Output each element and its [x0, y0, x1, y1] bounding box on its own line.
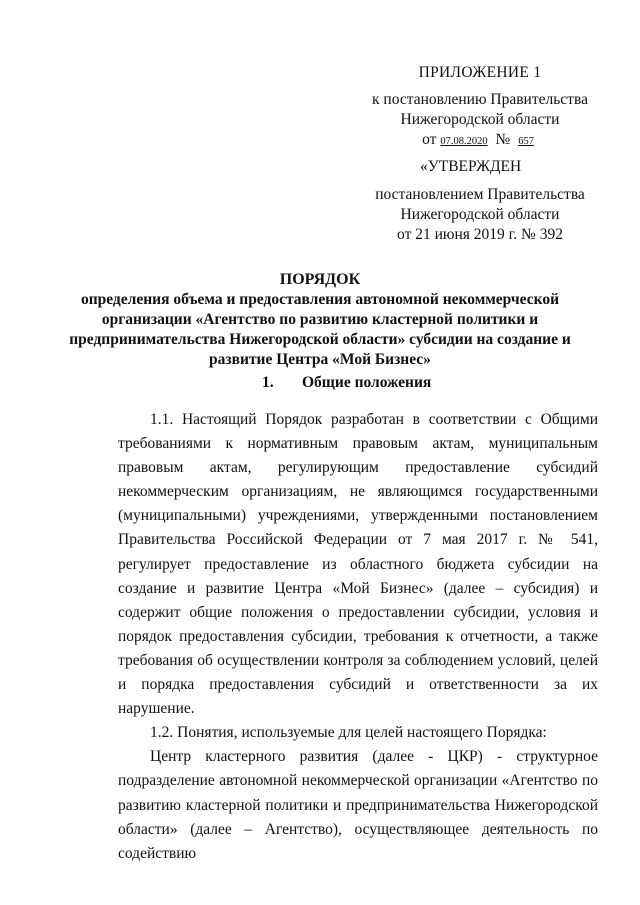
approved-line-2: Нижегородской области [400, 206, 560, 223]
appendix-line-1: к постановлению Правительства [372, 91, 588, 108]
appendix-line-2: Нижегородской области [400, 111, 560, 128]
appendix-date-number-line [370, 130, 590, 152]
resolution-date: 07.08.2020 [440, 136, 488, 147]
body-text [118, 408, 598, 866]
approved-block [370, 157, 590, 245]
paragraph-1-1: 1.1. Настоящий Порядок разработан в соответствии с Общими требованиями к нормативным правовым актам, муниципальным правовым актам, регулирующим предоставление субсидий некоммерческим организациям, не являющимся государственными (муниципальными) учреждениями, утвержденными постановлением Правительства Российской Федерации от 7 мая 2017 г. № 541, регулирует предоставление из областного бюджета субсидии на создание и развитие Центра «Мой Бизнес» (далее – субсидия) и содержит общие положения о предоставлении субсидии, условия и порядок предоставления субсидии, требования к отчетности, а также требования об осуществлении контроля за соблюдением условий, целей и порядка предоставления субсидий и ответственности за их нарушение. [118, 411, 598, 718]
approved-stamp: «УТВЕРЖДЕН [420, 158, 522, 175]
appendix-heading: ПРИЛОЖЕНИЕ 1 [418, 64, 542, 81]
document-title [60, 270, 580, 370]
appendix-resolution-ref [370, 90, 590, 152]
section-title: Общие положения [302, 374, 432, 391]
from-label: от [422, 131, 437, 148]
approved-line-3: от 21 июня 2019 г. № 392 [397, 226, 563, 243]
appendix-block [370, 63, 590, 83]
title-main: ПОРЯДОК [279, 271, 361, 288]
number-label: № [495, 131, 511, 148]
title-subtitle: определения объема и предоставления автономной некоммерческой организации «Агентство по развитию кластерной политики и предпринимательства Нижегородской области» субсидии на создание и развитие Центра «Мой Бизнес» [69, 291, 571, 368]
section-number: 1. [262, 374, 274, 391]
paragraph-1-2: 1.2. Понятия, используемые для целей настоящего Порядка: [150, 724, 547, 742]
paragraph-ckr-definition: Центр кластерного развития (далее - ЦКР) - структурное подразделение автономной некоммерческой организации «Агентство по развитию кластерной политики и предпринимательства Нижегородской области» (далее – Агентство), осуществляющее деятельность по содействию [118, 748, 598, 862]
resolution-number: 657 [518, 136, 534, 147]
approved-line-1: постановлением Правительства [375, 186, 585, 203]
